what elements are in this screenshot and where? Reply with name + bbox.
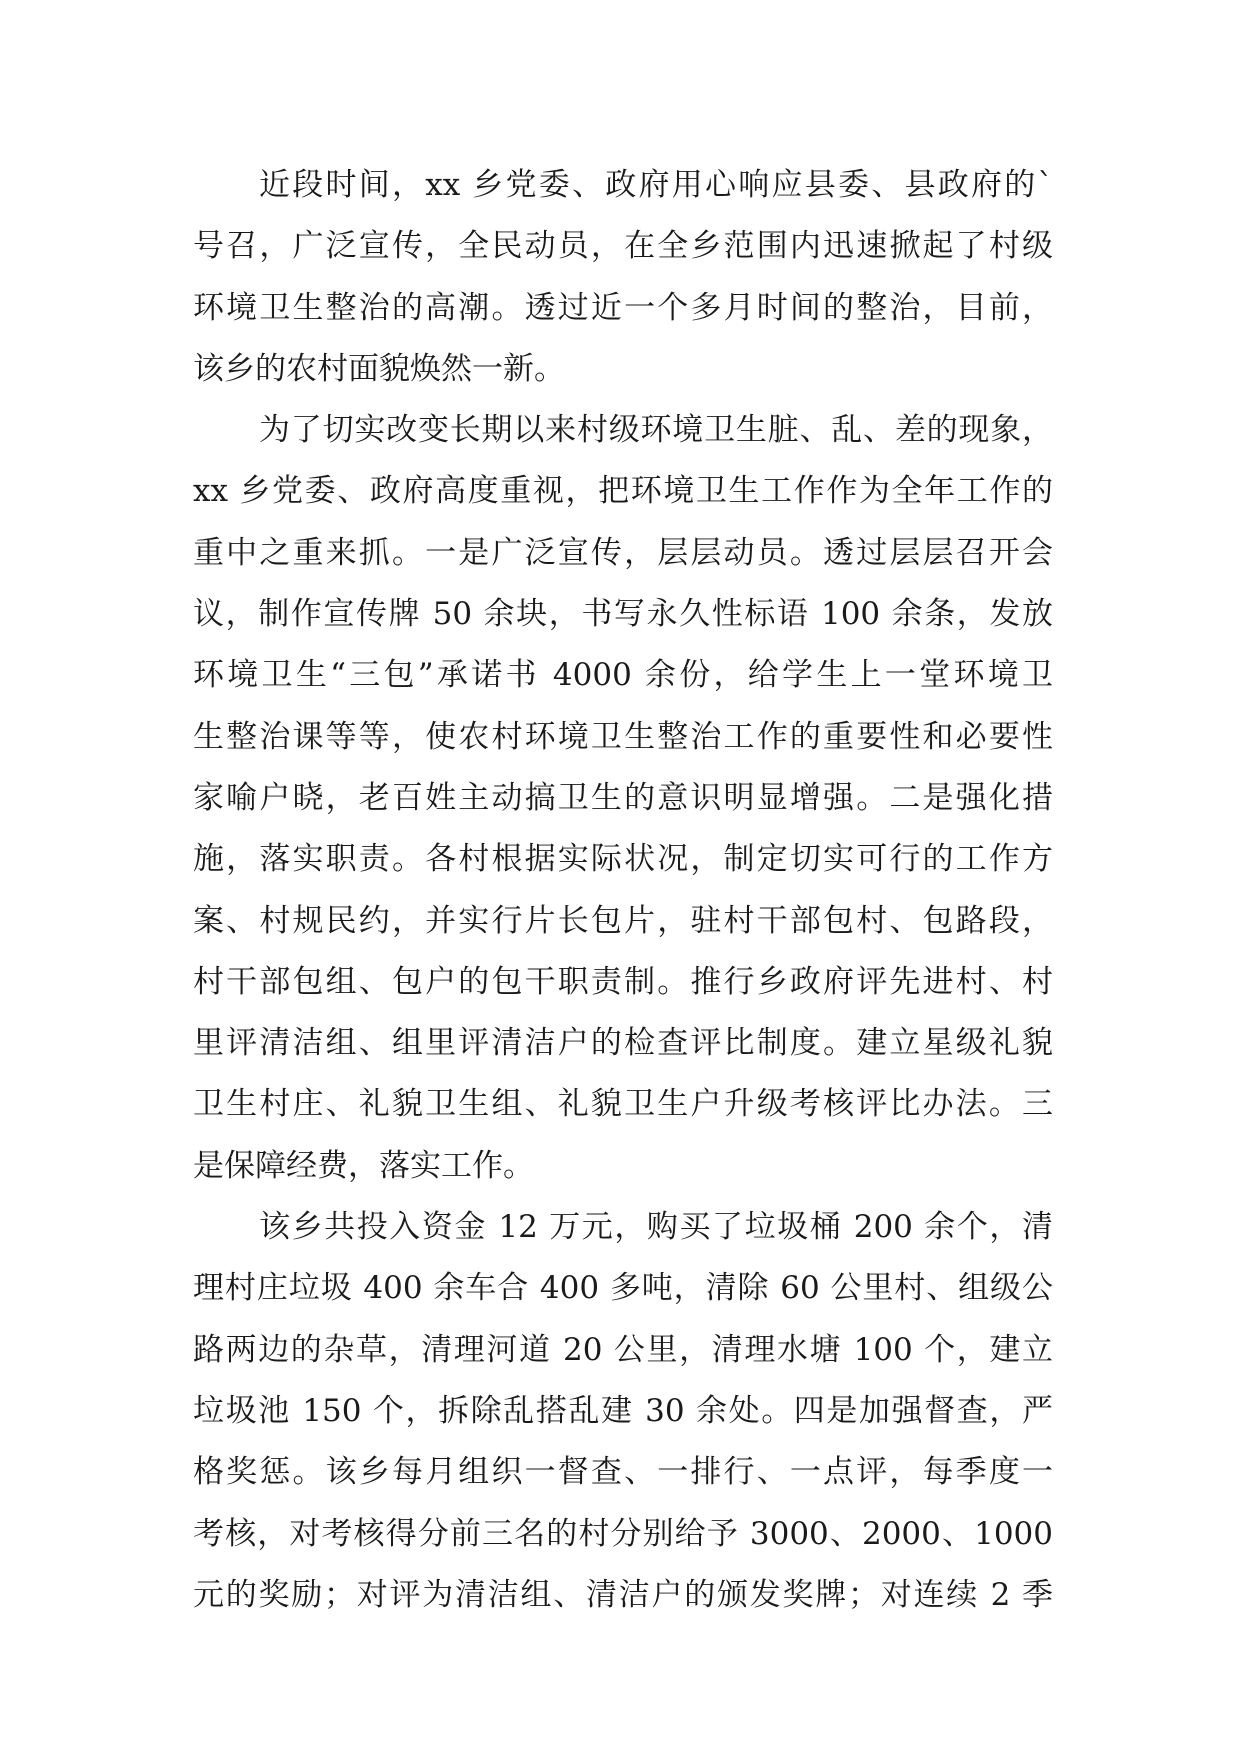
text-line: 案、村规民约，并实行片长包片，驻村干部包村、包路段， bbox=[193, 902, 1053, 939]
text-line: 元的奖励；对评为清洁组、清洁户的颁发奖牌；对连续 2 季 bbox=[193, 1576, 1053, 1613]
text-line: 该乡共投入资金 12 万元，购买了垃圾桶 200 余个，清 bbox=[259, 1209, 1053, 1246]
text-line: 卫生村庄、礼貌卫生组、礼貌卫生户升级考核评比办法。三 bbox=[193, 1086, 1053, 1123]
text-line: 为了切实改变长期以来村级环境卫生脏、乱、差的现象， bbox=[259, 412, 1053, 449]
paragraph-2 bbox=[193, 400, 1053, 1197]
text-line: 环境卫生整治的高潮。透过近一个多月时间的整治，目前， bbox=[193, 289, 1053, 326]
text-line: 号召，广泛宣传，全民动员，在全乡范围内迅速掀起了村级 bbox=[193, 228, 1053, 265]
paragraph-1 bbox=[193, 155, 1053, 400]
text-line: 生整治课等等，使农村环境卫生整治工作的重要性和必要性 bbox=[193, 718, 1053, 755]
text-line: 路两边的杂草，清理河道 20 公里，清理水塘 100 个，建立 bbox=[193, 1331, 1053, 1368]
text-line: 是保障经费，落实工作。 bbox=[193, 1147, 534, 1184]
text-line: 垃圾池 150 个，拆除乱搭乱建 30 余处。四是加强督查，严 bbox=[193, 1392, 1053, 1429]
text-line: 家喻户晓，老百姓主动搞卫生的意识明显增强。二是强化措 bbox=[193, 779, 1053, 816]
text-line: 重中之重来抓。一是广泛宣传，层层动员。透过层层召开会 bbox=[193, 534, 1053, 571]
text-line: 村干部包组、包户的包干职责制。推行乡政府评先进村、村 bbox=[193, 963, 1053, 1000]
text-line: 环境卫生“三包”承诺书 4000 余份，给学生上一堂环境卫 bbox=[193, 657, 1053, 694]
document-body bbox=[193, 155, 1053, 1626]
text-line: 施，落实职责。各村根据实际状况，制定切实可行的工作方 bbox=[193, 841, 1053, 878]
text-line: 格奖惩。该乡每月组织一督查、一排行、一点评，每季度一 bbox=[193, 1454, 1053, 1491]
text-line: xx 乡党委、政府高度重视，把环境卫生工作作为全年工作的 bbox=[193, 473, 1053, 510]
text-line: 该乡的农村面貌焕然一新。 bbox=[193, 350, 565, 387]
text-line: 议，制作宣传牌 50 余块，书写永久性标语 100 余条，发放 bbox=[193, 596, 1053, 633]
text-line: 考核，对考核得分前三名的村分别给予 3000、2000、1000 bbox=[193, 1515, 1053, 1552]
text-line: 近段时间，xx 乡党委、政府用心响应县委、县政府的` bbox=[259, 167, 1053, 203]
text-line: 里评清洁组、组里评清洁户的检查评比制度。建立星级礼貌 bbox=[193, 1025, 1053, 1062]
paragraph-3 bbox=[193, 1197, 1053, 1626]
text-line: 理村庄垃圾 400 余车合 400 多吨，清除 60 公里村、组级公 bbox=[193, 1270, 1053, 1307]
